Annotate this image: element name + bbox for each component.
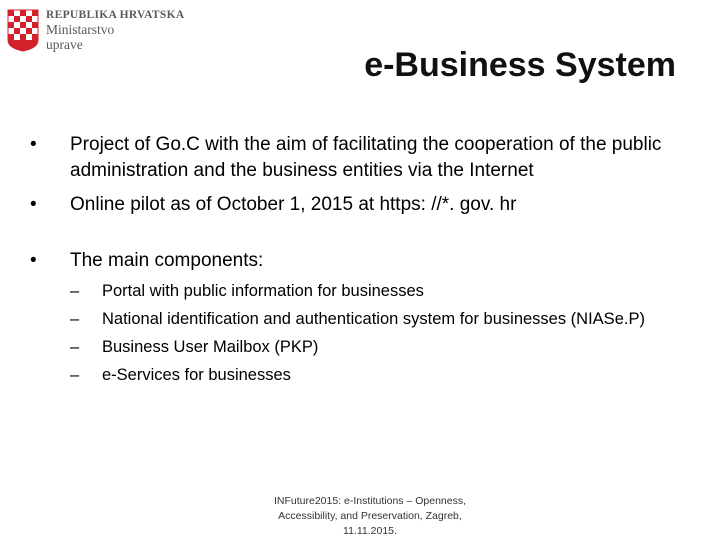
coat-cell: [20, 22, 26, 28]
bullet-text: Project of Go.C with the aim of facilitating the cooperation of the public administration and the business entities via the Internet: [70, 134, 662, 181]
coat-cell: [14, 16, 20, 22]
dash-glyph: –: [70, 282, 80, 300]
coat-cell: [20, 34, 26, 40]
coat-shield-tip: [8, 40, 38, 51]
bullet-item: [30, 132, 680, 184]
bullet-glyph: •: [30, 194, 37, 215]
sub-item: [30, 364, 662, 386]
slide-footer: INFuture2015: e-Institutions – Openness, Accessibility, and Preservation, Zagreb, 11.11.2015.: [273, 495, 467, 537]
coat-cell: [32, 16, 38, 22]
coat-cell: [32, 10, 38, 16]
slide-title: e-Business System: [364, 46, 676, 84]
dash-glyph: –: [70, 338, 80, 356]
ministry-logo: [6, 6, 206, 54]
coat-cell: [26, 22, 32, 28]
dash-glyph: –: [70, 310, 80, 328]
org-line-2: Ministarstvo: [46, 22, 115, 37]
sub-item-text: e-Services for businesses: [102, 366, 291, 384]
coat-cell: [20, 10, 26, 16]
bullet-list: [30, 132, 680, 392]
coat-cell: [20, 28, 26, 34]
sub-item-text: Business User Mailbox (PKP): [102, 338, 319, 356]
coat-cell: [32, 28, 38, 34]
sub-item: [30, 336, 662, 358]
sub-item-text: National identification and authentication system for businesses (NIASe.P): [102, 310, 645, 328]
sub-bullet-list: [30, 280, 680, 386]
coat-cell: [14, 22, 20, 28]
coat-cell: [14, 34, 20, 40]
coat-cell: [14, 28, 20, 34]
coat-cell: [26, 16, 32, 22]
bullet-glyph: •: [30, 250, 37, 271]
coat-cell: [26, 28, 32, 34]
coat-cell: [32, 22, 38, 28]
bullet-text: The main components:: [70, 250, 264, 271]
coat-cell: [20, 16, 26, 22]
bullet-glyph: •: [30, 134, 37, 155]
coat-cell: [8, 22, 14, 28]
sub-item: [30, 280, 662, 302]
coat-cell: [26, 10, 32, 16]
org-line-1: REPUBLIKA HRVATSKA: [46, 9, 185, 21]
coat-cell: [8, 28, 14, 34]
sub-item-text: Portal with public information for businesses: [102, 282, 424, 300]
coat-cell: [8, 10, 14, 16]
sub-item: [30, 308, 662, 330]
dash-glyph: –: [70, 366, 80, 384]
coat-cell: [8, 16, 14, 22]
croatian-coat-of-arms-icon: [6, 8, 40, 52]
bullet-item: [30, 192, 680, 218]
org-line-3: uprave: [46, 37, 83, 52]
ministry-name: [46, 8, 184, 52]
coat-cell: [8, 34, 14, 40]
coat-cell: [32, 34, 38, 40]
coat-cell: [14, 10, 20, 16]
bullet-text: Online pilot as of October 1, 2015 at https: //*. gov. hr: [70, 194, 517, 215]
bullet-item: [30, 248, 680, 274]
coat-cell: [26, 34, 32, 40]
